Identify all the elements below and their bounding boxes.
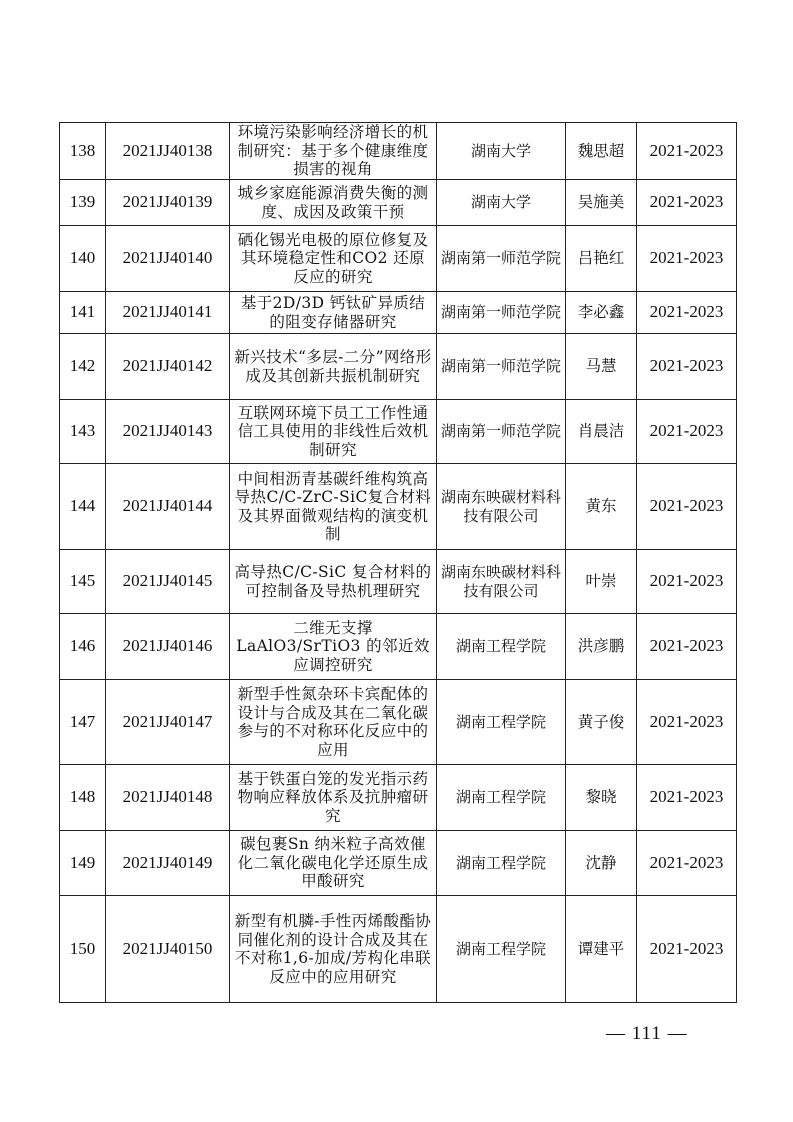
row-number: 140	[60, 226, 106, 292]
row-number: 138	[60, 123, 106, 180]
table-row	[60, 550, 737, 614]
project-code: 2021JJ40144	[106, 464, 230, 550]
row-number: 143	[60, 400, 106, 464]
project-title: 城乡家庭能源消费失衡的测度、成因及政策干预	[230, 180, 437, 226]
principal-investigator: 黎晓	[566, 765, 637, 831]
principal-investigator: 叶崇	[566, 550, 637, 614]
organization: 湖南第一师范学院	[437, 292, 566, 334]
project-code: 2021JJ40147	[106, 680, 230, 765]
table-row	[60, 292, 737, 334]
project-code: 2021JJ40143	[106, 400, 230, 464]
table-row	[60, 334, 737, 400]
principal-investigator: 谭建平	[566, 896, 637, 1003]
project-title: 碳包裹Sn 纳米粒子高效催化二氧化碳电化学还原生成甲酸研究	[230, 831, 437, 896]
principal-investigator: 沈静	[566, 831, 637, 896]
principal-investigator: 黄东	[566, 464, 637, 550]
project-code: 2021JJ40146	[106, 614, 230, 680]
table-row	[60, 123, 737, 180]
row-number: 146	[60, 614, 106, 680]
project-title: 新型有机膦-手性丙烯酸酯协同催化剂的设计合成及其在不对称1,6-加成/芳构化串联反应中的应用研究	[230, 896, 437, 1003]
organization: 湖南第一师范学院	[437, 400, 566, 464]
principal-investigator: 魏思超	[566, 123, 637, 180]
principal-investigator: 肖晨洁	[566, 400, 637, 464]
organization: 湖南工程学院	[437, 614, 566, 680]
table-row	[60, 614, 737, 680]
project-code: 2021JJ40148	[106, 765, 230, 831]
project-code: 2021JJ40142	[106, 334, 230, 400]
project-title: 中间相沥青基碳纤维构筑高导热C/C-ZrC-SiC复合材料及其界面微观结构的演变机制	[230, 464, 437, 550]
principal-investigator: 吕艳红	[566, 226, 637, 292]
project-code: 2021JJ40139	[106, 180, 230, 226]
project-period: 2021-2023	[637, 400, 737, 464]
table-row	[60, 464, 737, 550]
project-title: 高导热C/C-SiC 复合材料的可控制备及导热机理研究	[230, 550, 437, 614]
organization: 湖南工程学院	[437, 680, 566, 765]
project-code: 2021JJ40149	[106, 831, 230, 896]
project-title: 环境污染影响经济增长的机制研究：基于多个健康维度损害的视角	[230, 123, 437, 180]
principal-investigator: 洪彦鹏	[566, 614, 637, 680]
project-code: 2021JJ40150	[106, 896, 230, 1003]
row-number: 141	[60, 292, 106, 334]
table-row	[60, 400, 737, 464]
principal-investigator: 黄子俊	[566, 680, 637, 765]
project-title: 基于2D/3D 钙钛矿异质结的阻变存储器研究	[230, 292, 437, 334]
project-period: 2021-2023	[637, 292, 737, 334]
row-number: 145	[60, 550, 106, 614]
table-row	[60, 226, 737, 292]
organization: 湖南工程学院	[437, 896, 566, 1003]
project-period: 2021-2023	[637, 831, 737, 896]
organization: 湖南东映碳材料科技有限公司	[437, 550, 566, 614]
row-number: 144	[60, 464, 106, 550]
project-table	[59, 122, 737, 1003]
table-row	[60, 896, 737, 1003]
organization: 湖南第一师范学院	[437, 334, 566, 400]
project-period: 2021-2023	[637, 765, 737, 831]
project-period: 2021-2023	[637, 180, 737, 226]
organization: 湖南大学	[437, 123, 566, 180]
project-title: 新兴技术“多层-二分”网络形成及其创新共振机制研究	[230, 334, 437, 400]
row-number: 142	[60, 334, 106, 400]
project-title: 新型手性氮杂环卡宾配体的设计与合成及其在二氧化碳参与的不对称环化反应中的应用	[230, 680, 437, 765]
table-row	[60, 765, 737, 831]
organization: 湖南东映碳材料科技有限公司	[437, 464, 566, 550]
project-period: 2021-2023	[637, 896, 737, 1003]
row-number: 148	[60, 765, 106, 831]
page-number: — 111 —	[606, 1023, 688, 1044]
project-period: 2021-2023	[637, 334, 737, 400]
principal-investigator: 李必鑫	[566, 292, 637, 334]
project-period: 2021-2023	[637, 226, 737, 292]
project-code: 2021JJ40141	[106, 292, 230, 334]
table-row	[60, 180, 737, 226]
project-period: 2021-2023	[637, 550, 737, 614]
project-code: 2021JJ40138	[106, 123, 230, 180]
table-row	[60, 680, 737, 765]
principal-investigator: 马慧	[566, 334, 637, 400]
project-period: 2021-2023	[637, 680, 737, 765]
project-period: 2021-2023	[637, 614, 737, 680]
project-code: 2021JJ40145	[106, 550, 230, 614]
project-code: 2021JJ40140	[106, 226, 230, 292]
project-title: 硒化锡光电极的原位修复及其环境稳定性和CO2 还原反应的研究	[230, 226, 437, 292]
principal-investigator: 吴施美	[566, 180, 637, 226]
row-number: 139	[60, 180, 106, 226]
row-number: 147	[60, 680, 106, 765]
row-number: 150	[60, 896, 106, 1003]
organization: 湖南大学	[437, 180, 566, 226]
organization: 湖南工程学院	[437, 831, 566, 896]
project-period: 2021-2023	[637, 123, 737, 180]
project-title: 互联网环境下员工工作性通信工具使用的非线性后效机制研究	[230, 400, 437, 464]
organization: 湖南第一师范学院	[437, 226, 566, 292]
table-row	[60, 831, 737, 896]
project-title: 基于铁蛋白笼的发光指示药物响应释放体系及抗肿瘤研究	[230, 765, 437, 831]
project-period: 2021-2023	[637, 464, 737, 550]
project-title: 二维无支撑LaAlO3/SrTiO3 的邻近效应调控研究	[230, 614, 437, 680]
organization: 湖南工程学院	[437, 765, 566, 831]
row-number: 149	[60, 831, 106, 896]
